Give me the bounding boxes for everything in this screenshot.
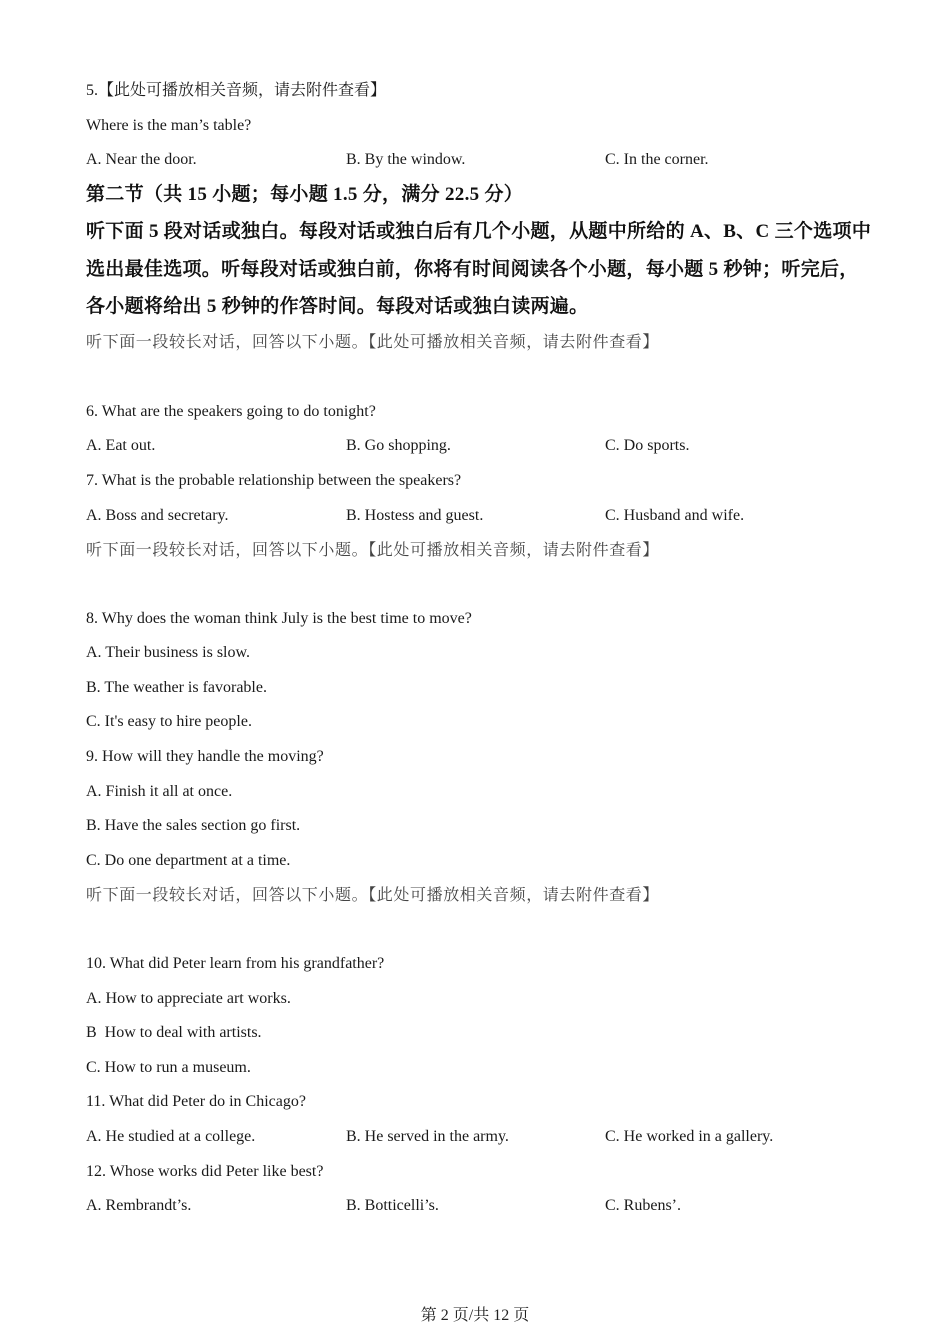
section2-instruction-line3: 各小题将给出 5 秒钟的作答时间。每段对话或独白读两遍。 xyxy=(86,296,589,317)
q9-option-c: C. Do one department at a time. xyxy=(86,852,291,869)
q5-option-a: A. Near the door. xyxy=(86,151,197,168)
q12-option-c: C. Rubens’. xyxy=(605,1197,681,1214)
q10-option-a: A. How to appreciate art works. xyxy=(86,990,291,1007)
q6-option-b: B. Go shopping. xyxy=(346,437,451,454)
q6-question: 6. What are the speakers going to do tonight? xyxy=(86,403,376,420)
audio-note-2: 听下面一段较长对话，回答以下小题。【此处可播放相关音频，请去附件查看】 xyxy=(86,542,660,559)
q9-question: 9. How will they handle the moving? xyxy=(86,748,324,765)
section2-instruction-line1: 听下面 5 段对话或独白。每段对话或独白后有几个小题，从题中所给的 A、B、C 三个选项中 xyxy=(86,221,872,242)
q7-option-b: B. Hostess and guest. xyxy=(346,507,484,524)
q10-option-c: C. How to run a museum. xyxy=(86,1059,251,1076)
q11-option-c: C. He worked in a gallery. xyxy=(605,1128,774,1145)
q5-option-b: B. By the window. xyxy=(346,151,466,168)
q8-option-b: B. The weather is favorable. xyxy=(86,679,267,696)
q10-option-b: B How to deal with artists. xyxy=(86,1024,262,1041)
q11-option-b: B. He served in the army. xyxy=(346,1128,509,1145)
q11-option-a: A. He studied at a college. xyxy=(86,1128,256,1145)
q12-option-b: B. Botticelli’s. xyxy=(346,1197,439,1214)
q12-question: 12. Whose works did Peter like best? xyxy=(86,1163,324,1180)
q7-option-c: C. Husband and wife. xyxy=(605,507,745,524)
q11-question: 11. What did Peter do in Chicago? xyxy=(86,1093,306,1110)
q12-option-a: A. Rembrandt’s. xyxy=(86,1197,192,1214)
q8-question: 8. Why does the woman think July is the best time to move? xyxy=(86,610,472,627)
audio-note-3: 听下面一段较长对话，回答以下小题。【此处可播放相关音频，请去附件查看】 xyxy=(86,887,660,904)
q10-question: 10. What did Peter learn from his grandfather? xyxy=(86,955,385,972)
q5-number-audio-note: 5.【此处可播放相关音频，请去附件查看】 xyxy=(86,82,387,99)
q5-option-c: C. In the corner. xyxy=(605,151,709,168)
q9-option-b: B. Have the sales section go first. xyxy=(86,817,301,834)
q8-option-c: C. It's easy to hire people. xyxy=(86,713,252,730)
q7-question: 7. What is the probable relationship between the speakers? xyxy=(86,472,462,489)
q5-question: Where is the man’s table? xyxy=(86,117,252,134)
q7-option-a: A. Boss and secretary. xyxy=(86,507,229,524)
q8-option-a: A. Their business is slow. xyxy=(86,644,250,661)
section2-instruction-line2: 选出最佳选项。听每段对话或独白前，你将有时间阅读各个小题，每小题 5 秒钟；听完后， xyxy=(86,259,859,280)
audio-note-1: 听下面一段较长对话，回答以下小题。【此处可播放相关音频，请去附件查看】 xyxy=(86,334,660,351)
section2-title: 第二节（共 15 小题；每小题 1.5 分，满分 22.5 分） xyxy=(86,184,524,205)
q9-option-a: A. Finish it all at once. xyxy=(86,783,233,800)
page-footer: 第 2 页/共 12 页 xyxy=(420,1307,530,1324)
q6-option-a: A. Eat out. xyxy=(86,437,156,454)
q6-option-c: C. Do sports. xyxy=(605,437,690,454)
